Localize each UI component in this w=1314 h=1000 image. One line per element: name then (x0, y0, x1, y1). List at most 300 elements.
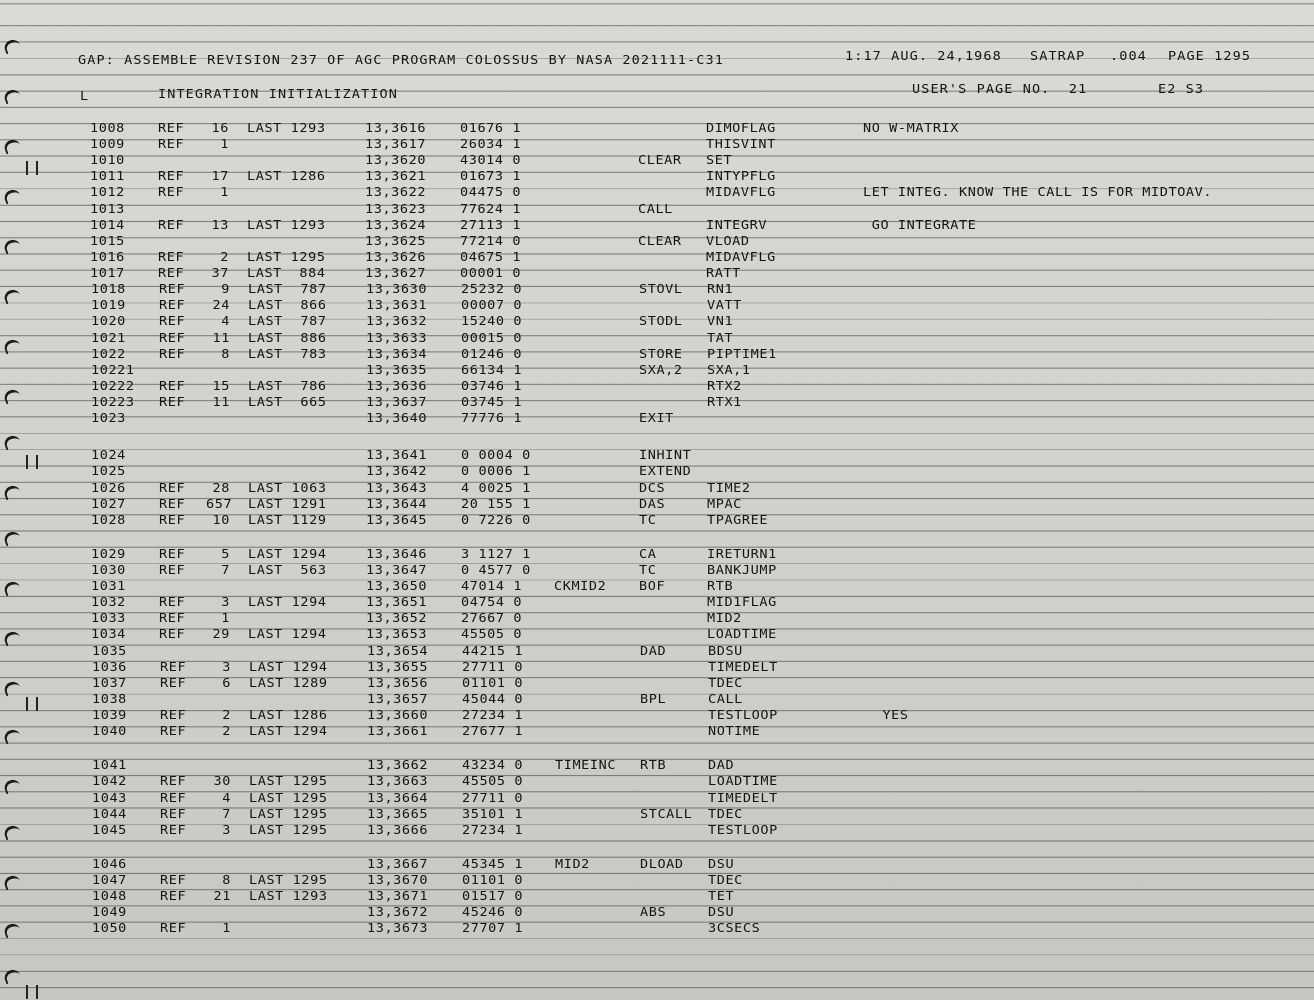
feed-hole-icon (2, 188, 21, 205)
memory-address: 13,3652 (366, 611, 428, 626)
section-marker: L (80, 89, 90, 104)
octal-word: 77776 1 (461, 411, 523, 426)
operand: INTEGRV (706, 218, 768, 233)
opcode: EXIT (639, 411, 674, 426)
feed-hole-icon (2, 484, 21, 501)
opcode: DCS (639, 481, 666, 496)
line-number: 1043 (92, 791, 127, 806)
octal-word: 27234 1 (462, 708, 524, 723)
memory-address: 13,3643 (366, 481, 428, 496)
octal-word: 01246 0 (461, 347, 523, 362)
line-number: 1012 (90, 185, 125, 200)
line-number: 1049 (92, 905, 127, 920)
feed-hole-icon (2, 680, 21, 697)
line-number: 10222 (91, 379, 135, 394)
memory-address: 13,3660 (367, 708, 429, 723)
ref-count: 1 (222, 921, 231, 936)
memory-address: 13,3650 (366, 579, 428, 594)
ref-keyword: REF (158, 218, 185, 233)
memory-address: 13,3664 (367, 791, 429, 806)
operand: CALL (708, 692, 743, 707)
opcode: EXTEND (639, 464, 692, 479)
ref-count: 16 (211, 121, 229, 136)
tractor-feed-holes (0, 0, 30, 1000)
line-number: 1018 (91, 282, 126, 297)
last-reference: LAST 1291 (248, 497, 327, 512)
ref-count: 9 (221, 282, 230, 297)
ref-keyword: REF (158, 266, 185, 281)
memory-address: 13,3653 (366, 627, 428, 642)
operand: TESTLOOP (708, 708, 778, 723)
last-reference: LAST 787 (248, 282, 327, 297)
ref-keyword: REF (158, 137, 185, 152)
operand: DAD (708, 758, 735, 773)
ref-count: 37 (211, 266, 229, 281)
line-number: 1016 (90, 250, 125, 265)
octal-word: 44215 1 (462, 644, 524, 659)
line-number: 1026 (91, 481, 126, 496)
opcode: TC (639, 563, 657, 578)
feed-hole-icon (2, 434, 21, 451)
section-code: E2 S3 (1158, 82, 1205, 97)
memory-address: 13,3621 (365, 169, 427, 184)
registration-mark-icon (26, 161, 38, 175)
opcode: STODL (639, 314, 683, 329)
opcode: SXA,2 (639, 363, 683, 378)
line-number: 1041 (92, 758, 127, 773)
ref-count: 17 (211, 169, 229, 184)
line-number: 1050 (92, 921, 127, 936)
operand: TET (708, 889, 735, 904)
octal-word: 01673 1 (460, 169, 522, 184)
memory-address: 13,3665 (367, 807, 429, 822)
operand: IRETURN1 (707, 547, 777, 562)
octal-word: 27711 0 (462, 660, 524, 675)
last-reference: LAST 1295 (247, 250, 326, 265)
ref-count: 30 (213, 774, 231, 789)
ref-count: 4 (222, 791, 231, 806)
ref-count: 2 (220, 250, 229, 265)
opcode: BOF (639, 579, 666, 594)
last-reference: LAST 884 (247, 266, 326, 281)
opcode: CLEAR (638, 234, 682, 249)
comment: LET INTEG. KNOW THE CALL IS FOR MIDTOAV. (863, 185, 1213, 200)
octal-word: 0 0006 1 (461, 464, 531, 479)
feed-hole-icon (2, 728, 21, 745)
operand: INTYPFLG (706, 169, 776, 184)
octal-word: 01101 0 (462, 676, 524, 691)
operand: LOADTIME (707, 627, 777, 642)
line-number: 1008 (90, 121, 125, 136)
section-title: INTEGRATION INITIALIZATION (158, 87, 398, 102)
line-number: 1020 (91, 314, 126, 329)
memory-address: 13,3662 (367, 758, 429, 773)
ref-keyword: REF (160, 807, 187, 822)
operand: MIDAVFLG (706, 185, 776, 200)
operand: TIME2 (707, 481, 751, 496)
ref-keyword: REF (159, 547, 186, 562)
opcode: STOVL (639, 282, 683, 297)
opcode: STORE (639, 347, 683, 362)
ref-count: 11 (212, 331, 230, 346)
feed-hole-icon (2, 288, 21, 305)
registration-mark-icon (26, 985, 38, 999)
memory-address: 13,3647 (366, 563, 428, 578)
ref-keyword: REF (159, 282, 186, 297)
memory-address: 13,3634 (366, 347, 428, 362)
memory-address: 13,3617 (365, 137, 427, 152)
memory-address: 13,3642 (366, 464, 428, 479)
octal-word: 00001 0 (460, 266, 522, 281)
line-number: 1035 (92, 644, 127, 659)
ref-keyword: REF (159, 563, 186, 578)
memory-address: 13,3654 (367, 644, 429, 659)
ref-keyword: REF (159, 513, 186, 528)
ref-count: 4 (221, 314, 230, 329)
print-datetime: 1:17 AUG. 24,1968 (845, 49, 1002, 64)
line-number: 1024 (91, 448, 126, 463)
octal-word: 01101 0 (462, 873, 524, 888)
octal-word: 45044 0 (462, 692, 524, 707)
last-reference: LAST 866 (248, 298, 327, 313)
ref-keyword: REF (159, 611, 186, 626)
memory-address: 13,3632 (366, 314, 428, 329)
last-reference: LAST 1295 (249, 807, 328, 822)
operand: SXA,1 (707, 363, 751, 378)
octal-word: 47014 1 (461, 579, 523, 594)
octal-word: 66134 1 (461, 363, 523, 378)
memory-address: 13,3667 (367, 857, 429, 872)
operand: RN1 (707, 282, 734, 297)
ref-count: 7 (221, 563, 230, 578)
last-reference: LAST 1294 (248, 547, 327, 562)
octal-word: 00015 0 (461, 331, 523, 346)
line-number: 1030 (91, 563, 126, 578)
octal-word: 04475 0 (460, 185, 522, 200)
last-reference: LAST 1293 (249, 889, 328, 904)
ref-keyword: REF (159, 298, 186, 313)
octal-word: 27113 1 (460, 218, 522, 233)
last-reference: LAST 1295 (249, 873, 328, 888)
line-number: 1009 (90, 137, 125, 152)
operand: VATT (707, 298, 742, 313)
octal-word: 45505 0 (462, 774, 524, 789)
ref-count: 3 (222, 823, 231, 838)
feed-hole-icon (2, 824, 21, 841)
ref-count: 11 (212, 395, 230, 410)
feed-hole-icon (2, 388, 21, 405)
memory-address: 13,3627 (365, 266, 427, 281)
octal-word: 0 0004 0 (461, 448, 531, 463)
operand: TDEC (708, 807, 743, 822)
line-number: 1036 (92, 660, 127, 675)
symbol-label: MID2 (555, 857, 590, 872)
last-reference: LAST 1294 (248, 595, 327, 610)
line-number: 1038 (92, 692, 127, 707)
octal-word: 27234 1 (462, 823, 524, 838)
operand: TDEC (708, 873, 743, 888)
memory-address: 13,3635 (366, 363, 428, 378)
operand: RATT (706, 266, 741, 281)
octal-word: 03746 1 (461, 379, 523, 394)
last-reference: LAST 563 (248, 563, 327, 578)
ref-keyword: REF (159, 497, 186, 512)
feed-hole-icon (2, 580, 21, 597)
last-reference: LAST 1286 (249, 708, 328, 723)
ref-count: 28 (212, 481, 230, 496)
line-number: 1045 (92, 823, 127, 838)
octal-word: 77624 1 (460, 202, 522, 217)
ref-count: 24 (212, 298, 230, 313)
ref-keyword: REF (159, 314, 186, 329)
octal-word: 4 0025 1 (461, 481, 531, 496)
operand: NOTIME (708, 724, 761, 739)
operand: TIMEDELT (708, 791, 778, 806)
symbol-label: CKMID2 (554, 579, 607, 594)
operand: RTX1 (707, 395, 742, 410)
comment: NO W-MATRIX (863, 121, 960, 136)
operand: 3CSECS (708, 921, 761, 936)
page-number: PAGE 1295 (1168, 49, 1252, 64)
operand: RTX2 (707, 379, 742, 394)
feed-hole-icon (2, 338, 21, 355)
opcode: BPL (640, 692, 667, 707)
operand: TAT (707, 331, 734, 346)
feed-hole-icon (2, 874, 21, 891)
octal-word: 45345 1 (462, 857, 524, 872)
memory-address: 13,3641 (366, 448, 428, 463)
last-reference: LAST 1294 (248, 627, 327, 642)
line-number: 1022 (91, 347, 126, 362)
line-number: 1025 (91, 464, 126, 479)
ref-keyword: REF (159, 379, 186, 394)
last-reference: LAST 787 (248, 314, 327, 329)
memory-address: 13,3651 (366, 595, 428, 610)
ref-count: 2 (222, 724, 231, 739)
line-number: 1042 (92, 774, 127, 789)
ref-count: 1 (221, 611, 230, 626)
opcode: CA (639, 547, 657, 562)
octal-word: 26034 1 (460, 137, 522, 152)
line-number: 1027 (91, 497, 126, 512)
operand: THISVINT (706, 137, 776, 152)
memory-address: 13,3616 (365, 121, 427, 136)
ref-keyword: REF (160, 921, 187, 936)
feed-hole-icon (2, 630, 21, 647)
last-reference: LAST 783 (248, 347, 327, 362)
memory-address: 13,3672 (367, 905, 429, 920)
operand: LOADTIME (708, 774, 778, 789)
octal-word: 20 155 1 (461, 497, 531, 512)
symbol-label: TIMEINC (555, 758, 617, 773)
ref-keyword: REF (159, 481, 186, 496)
last-reference: LAST 1289 (249, 676, 328, 691)
ref-keyword: REF (158, 169, 185, 184)
line-number: 1048 (92, 889, 127, 904)
last-reference: LAST 1063 (248, 481, 327, 496)
operand: DSU (708, 857, 735, 872)
line-number: 1017 (90, 266, 125, 281)
memory-address: 13,3663 (367, 774, 429, 789)
octal-word: 27667 0 (461, 611, 523, 626)
memory-address: 13,3644 (366, 497, 428, 512)
line-number: 1013 (90, 202, 125, 217)
opcode: CALL (638, 202, 673, 217)
operand: MID1FLAG (707, 595, 777, 610)
opcode: DLOAD (640, 857, 684, 872)
octal-word: 01517 0 (462, 889, 524, 904)
line-number: 1028 (91, 513, 126, 528)
memory-address: 13,3656 (367, 676, 429, 691)
memory-address: 13,3661 (367, 724, 429, 739)
line-number: 1040 (92, 724, 127, 739)
operand: DIMOFLAG (706, 121, 776, 136)
octal-word: 43234 0 (462, 758, 524, 773)
ref-count: 13 (211, 218, 229, 233)
memory-address: 13,3625 (365, 234, 427, 249)
operand: RTB (707, 579, 734, 594)
line-number: 1046 (92, 857, 127, 872)
ref-count: 15 (212, 379, 230, 394)
ref-keyword: REF (158, 250, 185, 265)
ref-keyword: REF (160, 774, 187, 789)
last-reference: LAST 1129 (248, 513, 327, 528)
feed-hole-icon (2, 138, 21, 155)
ref-count: 7 (222, 807, 231, 822)
octal-word: 00007 0 (461, 298, 523, 313)
octal-word: 0 7226 0 (461, 513, 531, 528)
octal-word: 27711 0 (462, 791, 524, 806)
ref-keyword: REF (160, 889, 187, 904)
ref-keyword: REF (159, 331, 186, 346)
comment: YES (865, 708, 909, 723)
opcode: ABS (640, 905, 667, 920)
feed-hole-icon (2, 778, 21, 795)
operand: VN1 (707, 314, 734, 329)
octal-word: 0 4577 0 (461, 563, 531, 578)
octal-word: 27677 1 (462, 724, 524, 739)
line-number: 1047 (92, 873, 127, 888)
operand: TPAGREE (707, 513, 769, 528)
memory-address: 13,3630 (366, 282, 428, 297)
memory-address: 13,3626 (365, 250, 427, 265)
last-reference: LAST 665 (248, 395, 327, 410)
line-number: 1011 (90, 169, 125, 184)
feed-hole-icon (2, 38, 21, 55)
memory-address: 13,3620 (365, 153, 427, 168)
opcode: DAD (640, 644, 667, 659)
memory-address: 13,3655 (367, 660, 429, 675)
feed-hole-icon (2, 530, 21, 547)
line-number: 1019 (91, 298, 126, 313)
memory-address: 13,3671 (367, 889, 429, 904)
memory-address: 13,3645 (366, 513, 428, 528)
ref-count: 5 (221, 547, 230, 562)
operand: MIDAVFLG (706, 250, 776, 265)
ref-keyword: REF (158, 185, 185, 200)
comment: GO INTEGRATE (863, 218, 977, 233)
operand: VLOAD (706, 234, 750, 249)
line-number: 10221 (91, 363, 135, 378)
ref-keyword: REF (160, 708, 187, 723)
octal-word: 15240 0 (461, 314, 523, 329)
feed-hole-icon (2, 968, 21, 985)
operand: PIPTIME1 (707, 347, 777, 362)
octal-word: 25232 0 (461, 282, 523, 297)
line-number: 1014 (90, 218, 125, 233)
operand: TDEC (708, 676, 743, 691)
memory-address: 13,3646 (366, 547, 428, 562)
ref-count: 1 (220, 185, 229, 200)
ref-keyword: REF (159, 347, 186, 362)
octal-word: 35101 1 (462, 807, 524, 822)
last-reference: LAST 1293 (247, 218, 326, 233)
octal-word: 45505 0 (461, 627, 523, 642)
operand: SET (706, 153, 733, 168)
version-number: .004 (1110, 49, 1147, 64)
listing-title: GAP: ASSEMBLE REVISION 237 OF AGC PROGRAM COLOSSUS BY NASA 2021111-C31 (78, 53, 724, 68)
operand: MID2 (707, 611, 742, 626)
octal-word: 04675 1 (460, 250, 522, 265)
ref-keyword: REF (160, 724, 187, 739)
memory-address: 13,3673 (367, 921, 429, 936)
ref-count: 10 (212, 513, 230, 528)
octal-word: 04754 0 (461, 595, 523, 610)
operand: TIMEDELT (708, 660, 778, 675)
feed-hole-icon (2, 238, 21, 255)
opcode: RTB (640, 758, 667, 773)
operand: BANKJUMP (707, 563, 777, 578)
opcode: STCALL (640, 807, 693, 822)
users-page-number: USER'S PAGE NO. 21 (912, 82, 1088, 97)
ref-keyword: REF (159, 595, 186, 610)
operand: DSU (708, 905, 735, 920)
ref-count: 657 (206, 497, 233, 512)
ref-keyword: REF (160, 791, 187, 806)
line-number: 1023 (91, 411, 126, 426)
registration-mark-icon (26, 455, 38, 469)
memory-address: 13,3657 (367, 692, 429, 707)
octal-word: 43014 0 (460, 153, 522, 168)
ref-keyword: REF (160, 873, 187, 888)
last-reference: LAST 1295 (249, 823, 328, 838)
operand: MPAC (707, 497, 742, 512)
last-reference: LAST 786 (248, 379, 327, 394)
octal-word: 45246 0 (462, 905, 524, 920)
ref-count: 29 (212, 627, 230, 642)
line-number: 10223 (91, 395, 135, 410)
memory-address: 13,3670 (367, 873, 429, 888)
line-number: 1033 (91, 611, 126, 626)
octal-word: 77214 0 (460, 234, 522, 249)
ref-count: 2 (222, 708, 231, 723)
last-reference: LAST 1294 (249, 660, 328, 675)
octal-word: 03745 1 (461, 395, 523, 410)
line-number: 1034 (91, 627, 126, 642)
last-reference: LAST 1293 (247, 121, 326, 136)
last-reference: LAST 1286 (247, 169, 326, 184)
line-number: 1021 (91, 331, 126, 346)
memory-address: 13,3640 (366, 411, 428, 426)
memory-address: 13,3623 (365, 202, 427, 217)
programmer-name: SATRAP (1030, 49, 1086, 64)
ref-count: 8 (221, 347, 230, 362)
ref-keyword: REF (160, 823, 187, 838)
octal-word: 01676 1 (460, 121, 522, 136)
line-number: 1031 (91, 579, 126, 594)
last-reference: LAST 1295 (249, 774, 328, 789)
last-reference: LAST 886 (248, 331, 327, 346)
